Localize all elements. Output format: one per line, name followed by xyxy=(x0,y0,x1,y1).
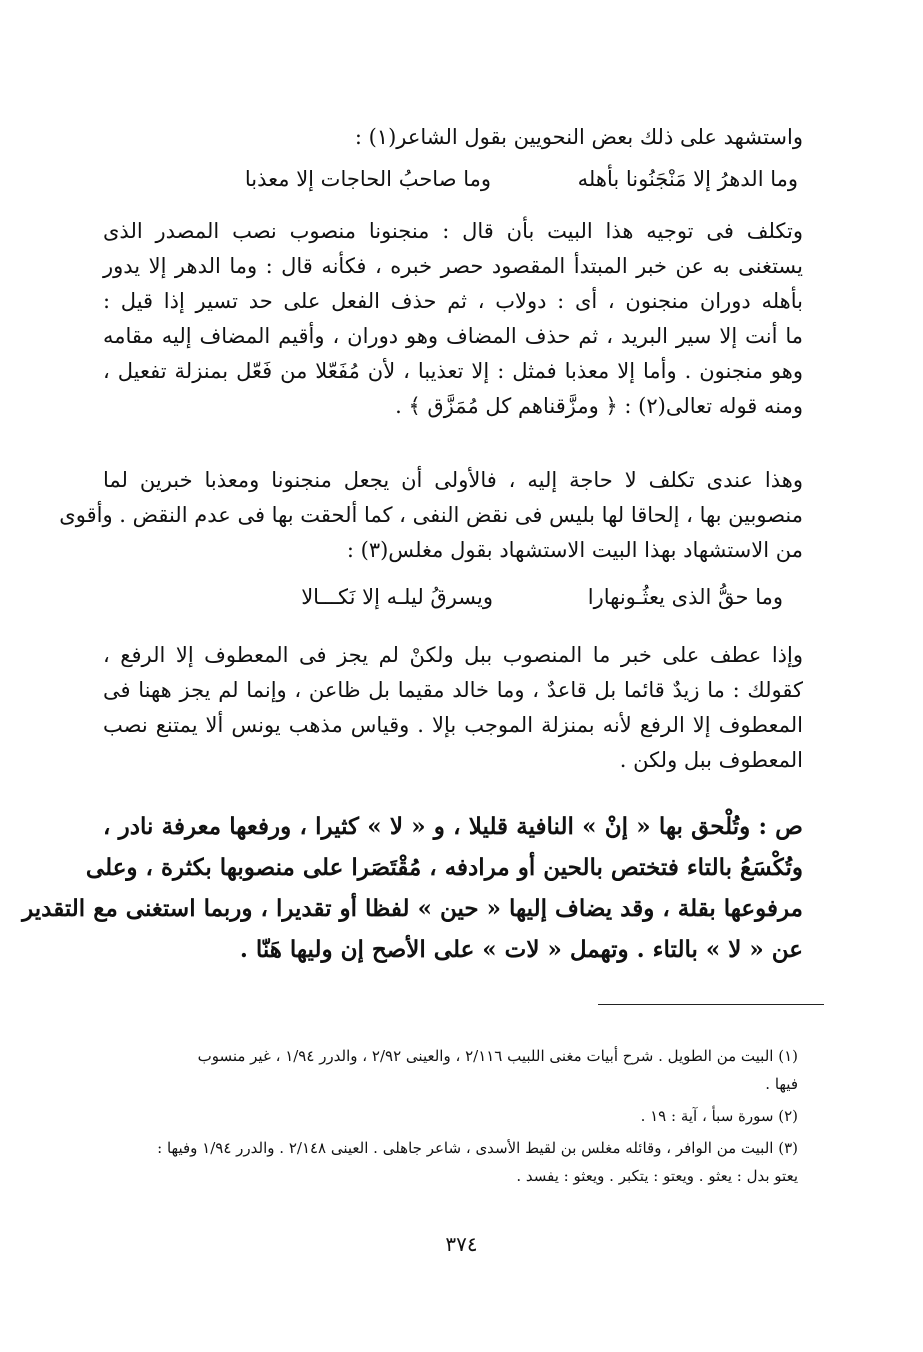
body-line: وهو منجنون . وأما إلا معذبا فمثل : إلا تعذيبا ، لأن مُفَعّلا من فَعّل بمنزلة تفعيل ، xyxy=(103,359,803,383)
verse-2-first-hemistich: وما حقُّ الذى يعثُـونهارا xyxy=(587,585,783,609)
body-line: ما أنت إلا سير البريد ، ثم حذف المضاف وهو دوران ، وأقيم المضاف إليه مقامه xyxy=(103,324,803,348)
body-line: المعطوف ببل ولكن . xyxy=(619,748,803,772)
body-line: وإذا عطف على خبر ما المنصوب ببل ولكنْ لم يجز فى المعطوف إلا الرفع ، xyxy=(103,643,803,667)
body-line: واستشهد على ذلك بعض النحويين بقول الشاعر(١) : xyxy=(354,125,803,149)
body-line: وتكلف فى توجيه هذا البيت بأن قال : منجنونا منصوب نصب المصدر الذى xyxy=(103,219,803,243)
matn-line: وتُكْسَعُ بالتاء فتختص بالحين أو مرادفه ، مُقْتَصَرا على منصوبها بكثرة ، وعلى xyxy=(85,854,803,881)
matn-line: مرفوعها بقلة ، وقد يضاف إليها « حين » لفظا أو تقديرا ، وربما استغنى مع التقدير xyxy=(22,895,803,922)
body-line: بأهله دوران منجنون ، أى : دولاب ، ثم حذف الفعل على حد تسير إذا قيل : xyxy=(103,289,803,313)
body-line: منصوبين بها ، إلحاقا لها بليس فى نقض النفى ، كما ألحقت بها فى عدم النقض . وأقوى xyxy=(59,503,803,527)
body-line: كقولك : ما زيدٌ قائما بل قاعدٌ ، وما خالد مقيما بل ظاعن ، وإنما لم يجز ههنا فى xyxy=(103,678,803,702)
footnote-3-line: يعتو بدل : يعثو . ويعتو : يتكبر . ويعثو : يفسد . xyxy=(516,1167,798,1185)
matn-line: عن « لا » بالتاء . وتهمل « لات » على الأصح إن وليها هَنّا . xyxy=(239,936,803,963)
footnote-1-line: (١) البيت من الطويل . شرح أبيات مغنى اللبيب ٢/١١٦ ، والعينى ٢/٩٢ ، والدرر ١/٩٤ ، غير منسوب xyxy=(197,1047,798,1065)
body-line: وهذا عندى تكلف لا حاجة إليه ، فالأولى أن يجعل منجنونا ومعذبا خبرين لما xyxy=(103,468,803,492)
matn-line: ص : وتُلْحق بها « إنْ » النافية قليلا ، و « لا » كثيرا ، ورفعها معرفة نادر ، xyxy=(103,813,803,840)
body-line: المعطوف إلا الرفع لأنه بمنزلة الموجب بإلا . وقياس مذهب يونس ألا يمتنع نصب xyxy=(103,713,803,737)
footnote-3-line: (٣) البيت من الوافر ، وقائله مغلس بن لقيط الأسدى ، شاعر جاهلى . العينى ٢/١٤٨ . والدرر ١/٩٤ وفيها : xyxy=(157,1139,798,1157)
footnote-2: (٢) سورة سبأ ، آية : ١٩ . xyxy=(640,1107,798,1125)
body-line: يستغنى به عن خبر المبتدأ المقصود حصر خبره ، فكأنه قال : وما الدهر إلا يدور xyxy=(103,254,803,278)
body-line: ومنه قوله تعالى(٢) : ﴿ ومزَّقناهم كل مُمَزَّق ﴾ . xyxy=(395,394,803,418)
body-line: من الاستشهاد بهذا البيت الاستشهاد بقول مغلس(٣) : xyxy=(346,538,803,562)
page-number: ٣٧٤ xyxy=(445,1232,478,1256)
footnote-separator xyxy=(598,1004,824,1005)
verse-1-first-hemistich: وما الدهرُ إلا مَنْجَنُونا بأهله xyxy=(577,167,798,191)
verse-2-second-hemistich: ويسرقُ ليلـه إلا نَكـــالا xyxy=(301,585,493,609)
verse-1-second-hemistich: وما صاحبُ الحاجات إلا معذبا xyxy=(244,167,491,191)
footnote-1-line: فيها . xyxy=(765,1075,798,1093)
